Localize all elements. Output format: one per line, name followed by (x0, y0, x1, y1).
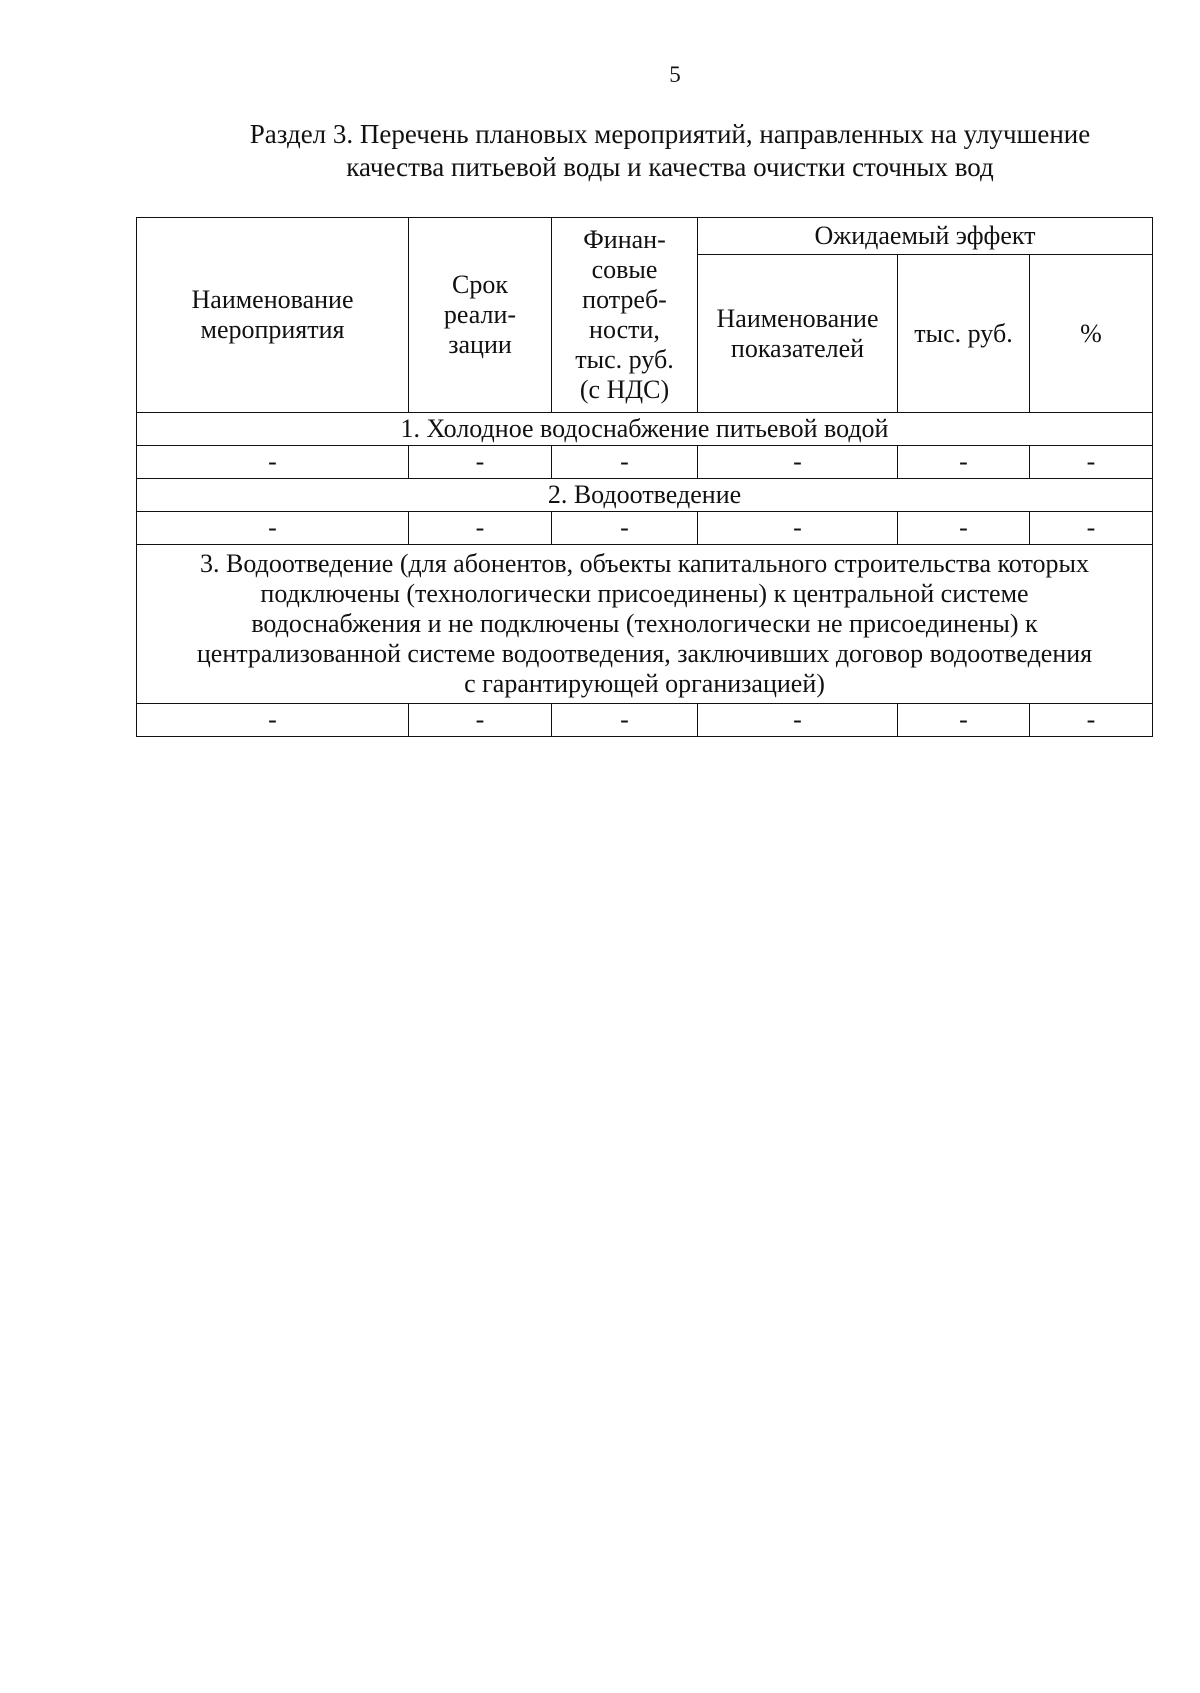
section-title: Раздел 3. Перечень плановых мероприятий, направленных на улучшение качества питьевой воды и качества очистки сточных вод (249, 119, 1091, 182)
header-thousand-rub: тыс. руб. (898, 255, 1030, 413)
section-title-1: 1. Холодное водоснабжение питьевой водой (137, 413, 1153, 446)
header-percent: % (1030, 255, 1153, 413)
header-expected-effect: Ожидаемый эффект (698, 218, 1153, 255)
table-cell: - (898, 512, 1030, 545)
table-cell: - (552, 446, 698, 479)
table-cell: - (409, 704, 552, 737)
table-cell: - (137, 704, 409, 737)
section-row-1 (137, 413, 1153, 446)
table-cell: - (898, 446, 1030, 479)
table-cell: - (552, 512, 698, 545)
table-cell: - (137, 512, 409, 545)
table-cell: - (409, 512, 552, 545)
page-number: 5 (669, 62, 681, 87)
table-cell: - (698, 512, 898, 545)
table-cell: - (1030, 704, 1153, 737)
section-row-3 (137, 545, 1153, 704)
section-title-2: 2. Водоотведение (137, 479, 1153, 512)
measures-table (136, 217, 1153, 737)
table-cell: - (552, 704, 698, 737)
section-title-3: 3. Водоотведение (для абонентов, объекты капитального строительства которых подключены (технологически присоединены) к центральной системе водоснабжения и не подключены (технологически не присоединены) к централизованной системе водоотведения, заключивших договор водоотведения с гарантирующей организацией) (137, 545, 1153, 704)
header-name: Наименование мероприятия (137, 218, 409, 413)
header-term: Срок реали- зации (409, 218, 552, 413)
table-row (137, 512, 1153, 545)
table-cell: - (409, 446, 552, 479)
section-row-2 (137, 479, 1153, 512)
table-row (137, 446, 1153, 479)
table-row (137, 704, 1153, 737)
table-cell: - (698, 704, 898, 737)
header-finance: Финан- совые потреб- ности, тыс. руб. (с НДС) (552, 218, 698, 413)
table-cell: - (137, 446, 409, 479)
table-cell: - (698, 446, 898, 479)
table-cell: - (1030, 512, 1153, 545)
table-cell: - (898, 704, 1030, 737)
header-indicator-name: Наименование показателей (698, 255, 898, 413)
table-cell: - (1030, 446, 1153, 479)
